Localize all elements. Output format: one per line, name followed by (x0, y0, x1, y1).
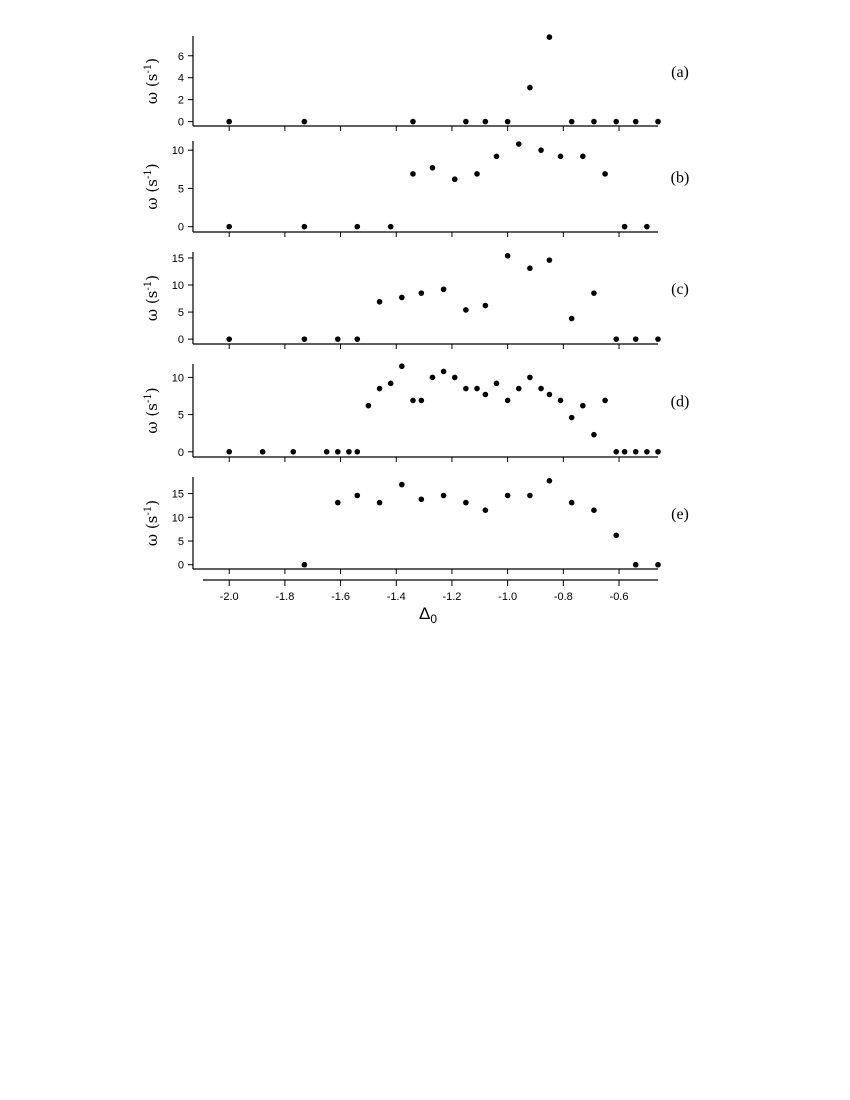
data-point (602, 398, 608, 404)
data-point (335, 449, 341, 455)
x-tick-label: -1.8 (275, 591, 295, 603)
data-point (633, 119, 639, 125)
data-point (474, 171, 480, 177)
data-point (527, 85, 533, 91)
y-tick-label: 4 (177, 72, 184, 85)
x-tick-label: -1.6 (331, 591, 351, 603)
data-point (633, 336, 639, 342)
data-point (354, 336, 360, 342)
data-point (226, 119, 232, 125)
data-point (410, 171, 416, 177)
data-point (655, 119, 661, 125)
data-point (569, 316, 575, 322)
data-point (527, 375, 533, 381)
data-point (463, 119, 469, 125)
data-point (580, 153, 586, 159)
data-point (483, 507, 489, 513)
data-point (419, 496, 425, 502)
data-point (538, 386, 544, 392)
x-tick-label: -1.4 (386, 591, 406, 603)
data-point (547, 392, 553, 398)
data-point (302, 224, 308, 230)
data-point (226, 224, 232, 230)
y-axis-label: ω $(s^{-1})$ (143, 274, 161, 322)
y-tick-label: 5 (177, 409, 184, 422)
data-point (366, 403, 372, 409)
data-point (483, 392, 489, 398)
data-point (613, 449, 619, 455)
data-point (505, 398, 511, 404)
data-point (346, 449, 352, 455)
data-point (483, 119, 489, 125)
data-point (324, 449, 330, 455)
y-axis-label: ω $(s^{-1})$ (143, 163, 161, 210)
data-point (290, 449, 296, 455)
data-point (547, 478, 553, 484)
data-point (613, 119, 619, 125)
data-point (388, 381, 394, 387)
data-point (463, 386, 469, 392)
data-point (354, 449, 360, 455)
data-point (494, 153, 500, 159)
y-tick-label: 10 (171, 512, 184, 525)
data-point (463, 307, 469, 313)
data-point (377, 299, 383, 305)
x-tick-label: -1.2 (442, 591, 462, 603)
data-point (580, 403, 586, 409)
y-axis-label: ω $(s^{-1})$ (143, 57, 161, 105)
data-point (655, 449, 661, 455)
data-point (655, 336, 661, 342)
bottom-x-axis (203, 580, 658, 626)
data-point (505, 119, 511, 125)
data-point (569, 415, 575, 421)
x-tick-label: -2.0 (219, 591, 239, 603)
panel-label: (a) (671, 64, 689, 81)
data-point (622, 224, 628, 230)
data-point (226, 336, 232, 342)
data-point (644, 449, 650, 455)
data-point (633, 562, 639, 568)
panel-label: (c) (671, 281, 689, 298)
data-point (441, 369, 447, 375)
data-point (591, 290, 597, 296)
y-tick-label: 5 (177, 183, 184, 196)
data-point (452, 176, 458, 182)
data-point (260, 449, 266, 455)
data-point (441, 493, 447, 499)
data-point (399, 482, 405, 488)
data-point (377, 500, 383, 506)
data-point (558, 153, 564, 159)
data-point (547, 34, 553, 40)
y-tick-label: 0 (177, 221, 184, 234)
data-point (538, 147, 544, 153)
panel-d (143, 363, 689, 462)
data-point (354, 493, 360, 499)
data-point (410, 398, 416, 404)
y-tick-label: 15 (171, 488, 184, 501)
y-tick-label: 10 (171, 372, 184, 385)
panel-e (143, 477, 689, 574)
data-point (591, 119, 597, 125)
data-point (302, 119, 308, 125)
data-point (613, 336, 619, 342)
y-tick-label: 5 (177, 307, 184, 320)
data-point (430, 375, 436, 381)
data-point (655, 562, 661, 568)
panel-c (143, 252, 689, 349)
data-point (644, 224, 650, 230)
y-tick-label: 0 (177, 334, 184, 347)
data-point (302, 562, 308, 568)
data-point (494, 381, 500, 387)
y-tick-label: 10 (171, 280, 184, 293)
data-point (226, 449, 232, 455)
data-point (430, 165, 436, 171)
data-point (419, 398, 425, 404)
data-point (399, 295, 405, 301)
data-point (335, 500, 341, 506)
data-point (483, 303, 489, 309)
y-tick-label: 6 (177, 50, 184, 63)
data-point (354, 224, 360, 230)
y-tick-label: 15 (171, 252, 184, 265)
data-point (558, 398, 564, 404)
data-point (569, 119, 575, 125)
y-tick-label: 5 (177, 536, 184, 549)
data-point (452, 375, 458, 381)
data-point (463, 500, 469, 506)
y-axis-label: ω $(s^{-1})$ (143, 387, 161, 434)
data-point (419, 290, 425, 296)
data-point (569, 500, 575, 506)
panel-label: (b) (670, 169, 690, 187)
data-point (474, 386, 480, 392)
y-tick-label: 0 (177, 559, 184, 572)
data-point (505, 253, 511, 259)
x-tick-label: -0.8 (553, 591, 573, 603)
panel-a (143, 34, 689, 131)
y-tick-label: 0 (177, 446, 184, 459)
data-point (399, 363, 405, 369)
y-tick-label: 0 (177, 116, 184, 129)
x-tick-label: -1.0 (498, 591, 518, 603)
y-tick-label: 10 (171, 145, 184, 158)
data-point (613, 533, 619, 539)
data-point (527, 265, 533, 271)
x-tick-label: -0.6 (609, 591, 629, 603)
data-point (410, 119, 416, 125)
data-point (441, 287, 447, 293)
y-axis-label: ω $(s^{-1})$ (143, 499, 161, 547)
data-point (622, 449, 628, 455)
panel-label: (d) (670, 393, 690, 411)
data-point (547, 257, 553, 263)
panel-label: (e) (671, 506, 689, 523)
data-point (591, 507, 597, 513)
data-point (516, 141, 522, 147)
data-point (335, 336, 341, 342)
data-point (377, 386, 383, 392)
panel-b (143, 141, 689, 237)
y-tick-label: 2 (177, 94, 184, 107)
data-point (302, 336, 308, 342)
data-point (591, 432, 597, 438)
data-point (516, 386, 522, 392)
data-point (505, 493, 511, 499)
data-point (633, 449, 639, 455)
data-point (388, 224, 394, 230)
data-point (602, 171, 608, 177)
data-point (527, 493, 533, 499)
x-axis-label: $\Delta_0$ (418, 604, 438, 626)
